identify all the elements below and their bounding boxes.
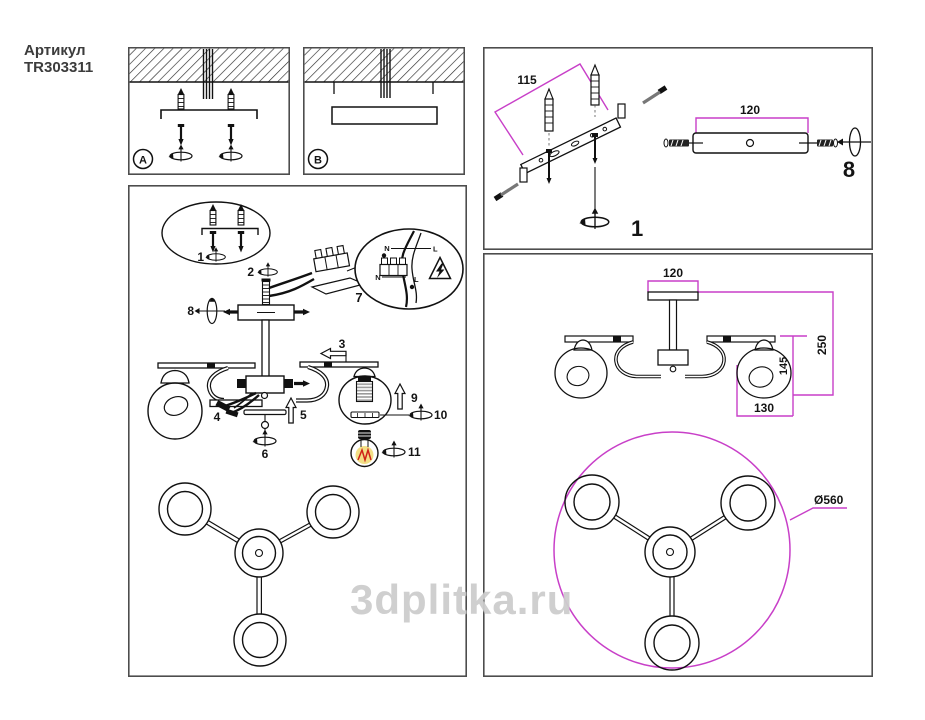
panel-mount-option-a (128, 47, 290, 175)
article-number: TR303311 (24, 59, 94, 76)
dim-shade-width: 130 (753, 401, 775, 415)
mounting-bar (332, 107, 437, 124)
wiring-label-l-top: L (433, 244, 438, 254)
option-b-badge (309, 150, 328, 169)
wiring-label-n-bottom: N (375, 273, 381, 282)
canopy (648, 292, 698, 300)
step-label-4: 4 (213, 410, 221, 424)
wiring-label-l-bottom: L (414, 275, 419, 284)
step-label-1: 1 (197, 250, 204, 264)
step-label-6: 6 (261, 447, 269, 461)
step-label-8: 8 (187, 304, 194, 318)
center-hub (658, 350, 688, 365)
step-label-9: 9 (411, 391, 418, 405)
panel-bracket-install (483, 47, 873, 250)
lamp-socket (357, 382, 373, 402)
article-label: Артикул (24, 42, 86, 59)
option-a-badge (134, 150, 153, 169)
wiring-detail-ellipse (355, 229, 463, 309)
wiring-label-n-top: N (384, 244, 390, 253)
mounting-rail (693, 133, 808, 153)
dim-total-height: 250 (815, 334, 829, 356)
step-label-7: 7 (355, 290, 363, 305)
terminal-block-small (380, 258, 407, 276)
step-label-10: 10 (434, 408, 448, 422)
dim-115-value: 115 (517, 73, 537, 87)
dim-shade-height: 145 (778, 356, 790, 376)
step-anchor-label: 1 (631, 216, 644, 241)
option-b-label: B (314, 154, 322, 167)
step-label-5: 5 (300, 408, 307, 422)
finial (670, 366, 676, 372)
step-label-3: 3 (338, 337, 346, 351)
step-label-2: 2 (247, 265, 254, 279)
down-rod (670, 300, 677, 350)
watermark: 3dplitka.ru (350, 576, 574, 623)
dim-canopy-width: 120 (662, 266, 684, 280)
step-label-11: 11 (408, 445, 421, 459)
article-block (24, 42, 93, 76)
arm-bar (565, 336, 633, 342)
step-tighten-label: 8 (842, 157, 856, 182)
dim-diameter: Ø560 (814, 493, 844, 507)
option-a-label: A (139, 154, 147, 167)
panel-mount-option-b (303, 47, 465, 175)
down-rod (262, 320, 269, 378)
dim-120-value: 120 (739, 103, 761, 117)
